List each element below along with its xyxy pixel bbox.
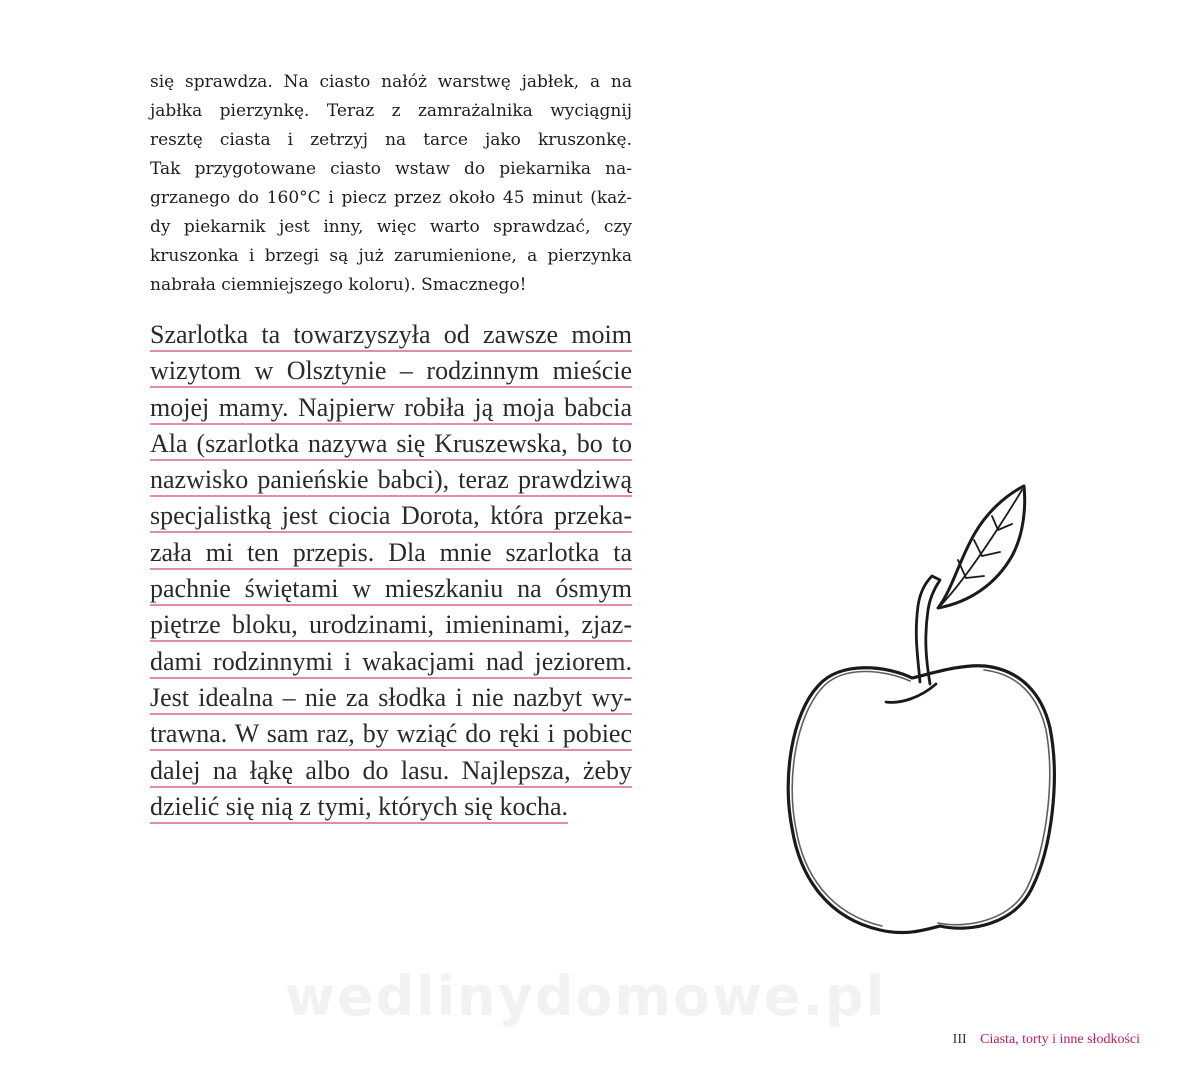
memoir-line — [150, 354, 632, 390]
memoir-line — [150, 391, 632, 427]
memoir-line-text: nazwisko panieńskie babci), teraz prawdziwą — [150, 465, 632, 497]
memoir-line-text: dami rodzinnymi i wakacjami nad jeziorem. — [150, 647, 632, 679]
instruction-line: resztę ciasta i zetrzyj na tarce jako kruszonkę. — [150, 130, 632, 150]
memoir-line-text: specjalistką jest ciocia Dorota, która przeka- — [150, 501, 632, 533]
instruction-line: kruszonka i brzegi są już zarumienione, a pierzynka — [150, 246, 632, 266]
memoir-line-text: Ala (szarlotka nazywa się Kruszewska, bo to — [150, 429, 632, 461]
instruction-line: jabłka pierzynkę. Teraz z zamrażalnika wyciągnij — [150, 101, 632, 121]
apple-body-outline-sketch — [792, 670, 1050, 926]
watermark: wedlinydomowe.pl — [285, 965, 887, 1028]
memoir-line — [150, 790, 632, 826]
memoir-line-text: zała mi ten przepis. Dla mnie szarlotka ta — [150, 538, 632, 570]
instruction-line: dy piekarnik jest inny, więc warto sprawdzać, czy — [150, 217, 632, 237]
memoir-line — [150, 754, 632, 790]
memoir-line — [150, 572, 632, 608]
apple-illustration — [770, 478, 1070, 938]
apple-body-outline — [788, 666, 1054, 933]
memoir-line — [150, 717, 632, 753]
memoir-line-text: pachnie świętami w mieszkaniu na ósmym — [150, 574, 632, 606]
page-footer — [953, 1032, 1140, 1048]
memoir-line — [150, 427, 632, 463]
memoir-line-text: dalej na łąkę albo do lasu. Najlepsza, żeby — [150, 756, 632, 788]
instruction-line: Tak przygotowane ciasto wstaw do piekarnika na- — [150, 159, 632, 179]
memoir-line-text: trawna. W sam raz, by wziąć do ręki i pobiec — [150, 719, 632, 751]
memoir-line — [150, 499, 632, 535]
memoir-line — [150, 536, 632, 572]
instruction-line: się sprawdza. Na ciasto nałóż warstwę jabłek, a na — [150, 72, 632, 92]
memoir-line — [150, 645, 632, 681]
memoir-line — [150, 681, 632, 717]
apple-dimple — [886, 684, 936, 702]
instruction-line: grzanego do 160°C i piecz przez około 45 minut (każ- — [150, 188, 632, 208]
memoir-paragraph — [150, 318, 632, 826]
memoir-line-text: Jest idealna – nie za słodka i nie nazbyt wy- — [150, 683, 632, 715]
memoir-line-text: piętrze bloku, urodzinami, imieninami, zjaz- — [150, 610, 632, 642]
memoir-line — [150, 608, 632, 644]
page-number: III — [952, 1032, 967, 1047]
apple-leaf-veins — [942, 490, 1022, 604]
memoir-line-text: mojej mamy. Najpierw robiła ją moja babcia — [150, 393, 632, 425]
memoir-line-text: Szarlotka ta towarzyszyła od zawsze moim — [150, 320, 632, 352]
apple-leaf — [938, 486, 1025, 608]
memoir-line-text: wizytom w Olsztynie – rodzinnym mieście — [150, 356, 632, 388]
recipe-instructions — [150, 68, 632, 300]
apple-stem — [916, 576, 940, 684]
memoir-line — [150, 318, 632, 354]
instruction-line: nabrała ciemniejszego koloru). Smacznego! — [150, 275, 527, 295]
memoir-line-text: dzielić się nią z tymi, których się kocha. — [150, 792, 568, 824]
section-title: Ciasta, torty i inne słodkości — [980, 1032, 1140, 1047]
memoir-line — [150, 463, 632, 499]
